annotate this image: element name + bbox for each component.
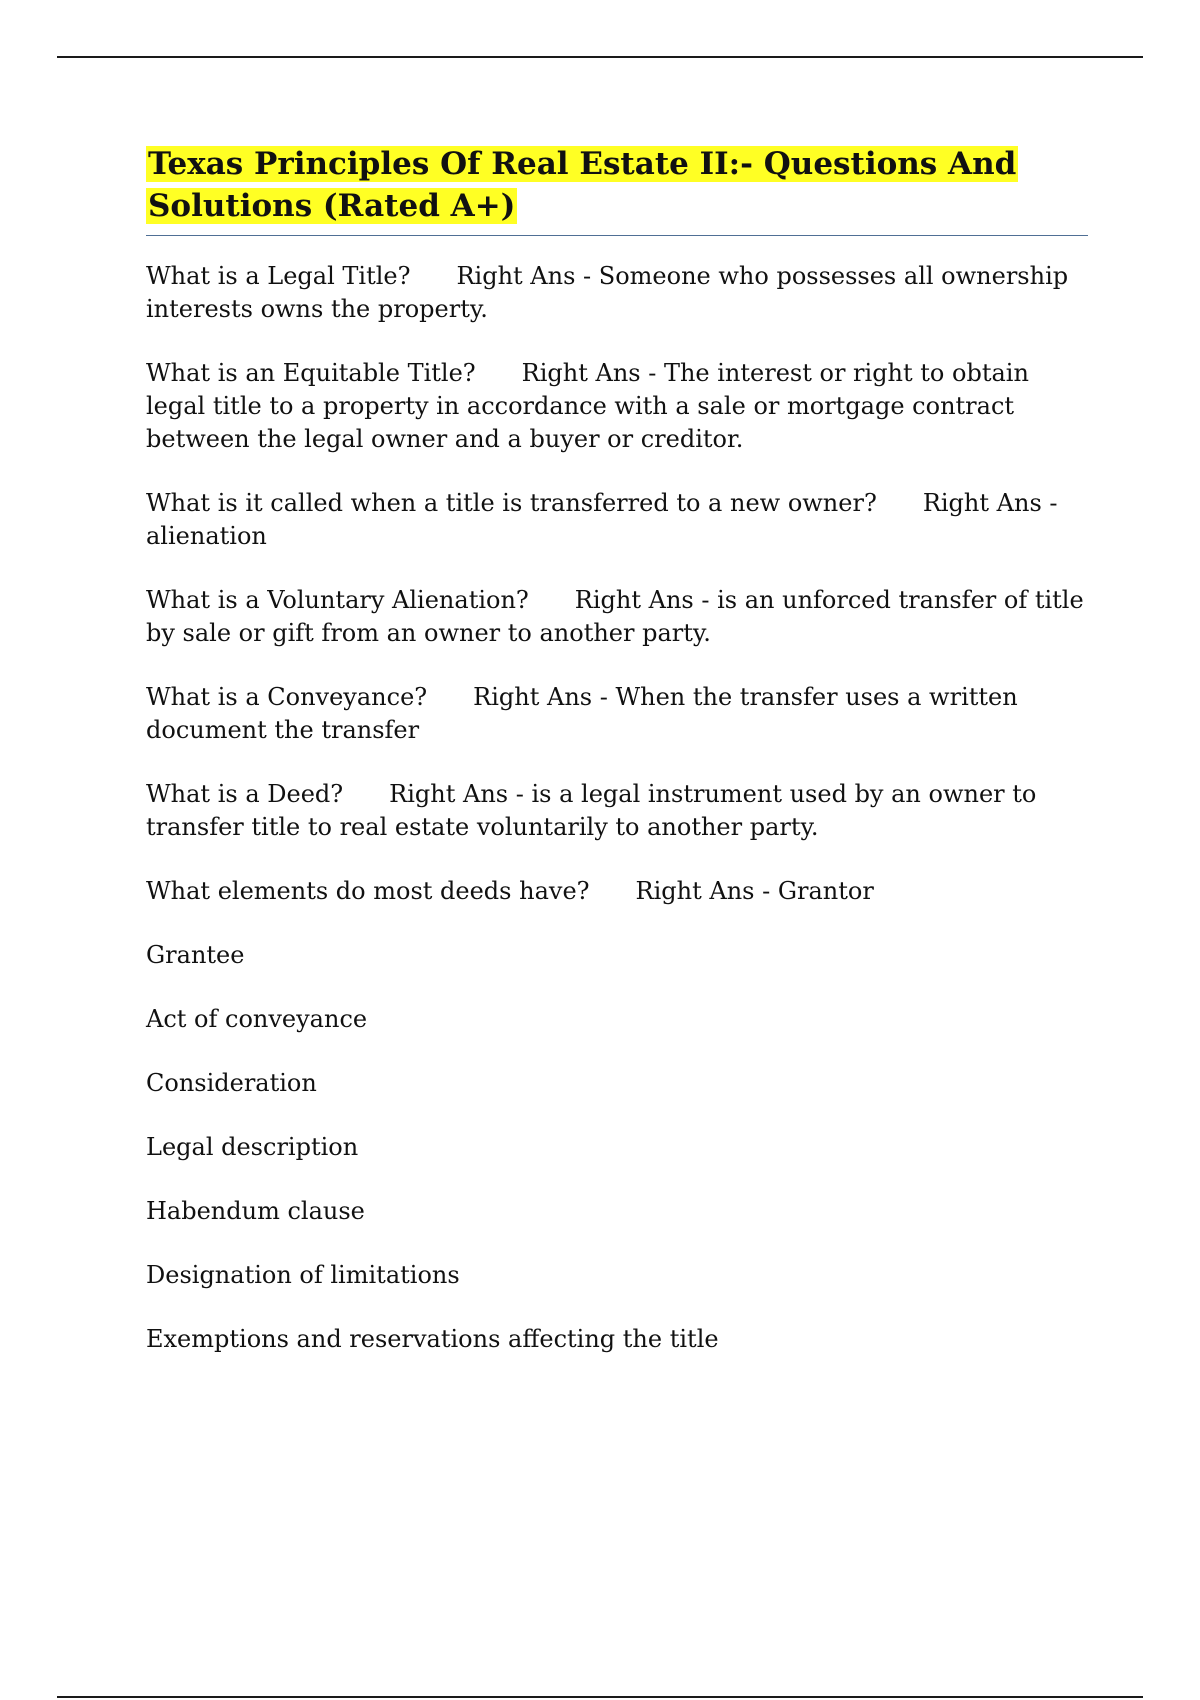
deed-element-item: Exemptions and reservations affecting the title	[146, 1325, 719, 1353]
question-text: What is a Voluntary Alienation?	[146, 586, 529, 614]
qa-item	[146, 357, 1088, 456]
question-text: What is a Conveyance?	[146, 683, 428, 711]
title-line-2: Solutions (Rated A+)	[148, 188, 516, 224]
question-text: What is a Legal Title?	[146, 262, 411, 290]
qa-item	[146, 260, 1088, 326]
document-title	[146, 143, 1088, 227]
answer-text: Right Ans - When the transfer uses a written document the transfer	[146, 683, 1018, 744]
deed-element-item: Consideration	[146, 1069, 317, 1097]
question-text: What is an Equitable Title?	[146, 359, 476, 387]
qa-item	[146, 487, 1088, 553]
deed-element-item: Act of conveyance	[146, 1005, 368, 1033]
answer-text: Right Ans - is a legal instrument used by an owner to transfer title to real estate voluntarily to another party.	[146, 780, 1037, 841]
answer-text: Right Ans - Someone who possesses all ownership interests owns the property.	[146, 262, 1069, 323]
question-text: What is a Deed?	[146, 780, 344, 808]
qa-item	[146, 584, 1088, 650]
title-block	[146, 143, 1088, 236]
document-body	[146, 143, 1088, 1387]
deed-element-item: Legal description	[146, 1133, 359, 1161]
deed-element-item: Grantee	[146, 941, 245, 969]
page-bottom-rule	[57, 1696, 1143, 1698]
page-top-rule	[57, 56, 1143, 58]
qa-item	[146, 778, 1088, 844]
deed-element-item: Habendum clause	[146, 1197, 365, 1225]
question-text: What is it called when a title is transferred to a new owner?	[146, 489, 877, 517]
answer-text: Right Ans - is an unforced transfer of title by sale or gift from an owner to another party.	[146, 586, 1084, 647]
answer-text: Right Ans - Grantor	[635, 877, 874, 905]
answer-text: Right Ans - The interest or right to obtain legal title to a property in accordance with a sale or mortgage contract between the legal owner and a buyer or creditor.	[146, 359, 1029, 453]
question-text: What elements do most deeds have?	[146, 877, 590, 905]
qa-item	[146, 681, 1088, 747]
answer-text: Right Ans - alienation	[146, 489, 1058, 550]
qa-item	[146, 875, 1088, 908]
deed-element-item: Designation of limitations	[146, 1261, 460, 1289]
title-line-1: Texas Principles Of Real Estate II:- Questions And	[148, 146, 1017, 182]
